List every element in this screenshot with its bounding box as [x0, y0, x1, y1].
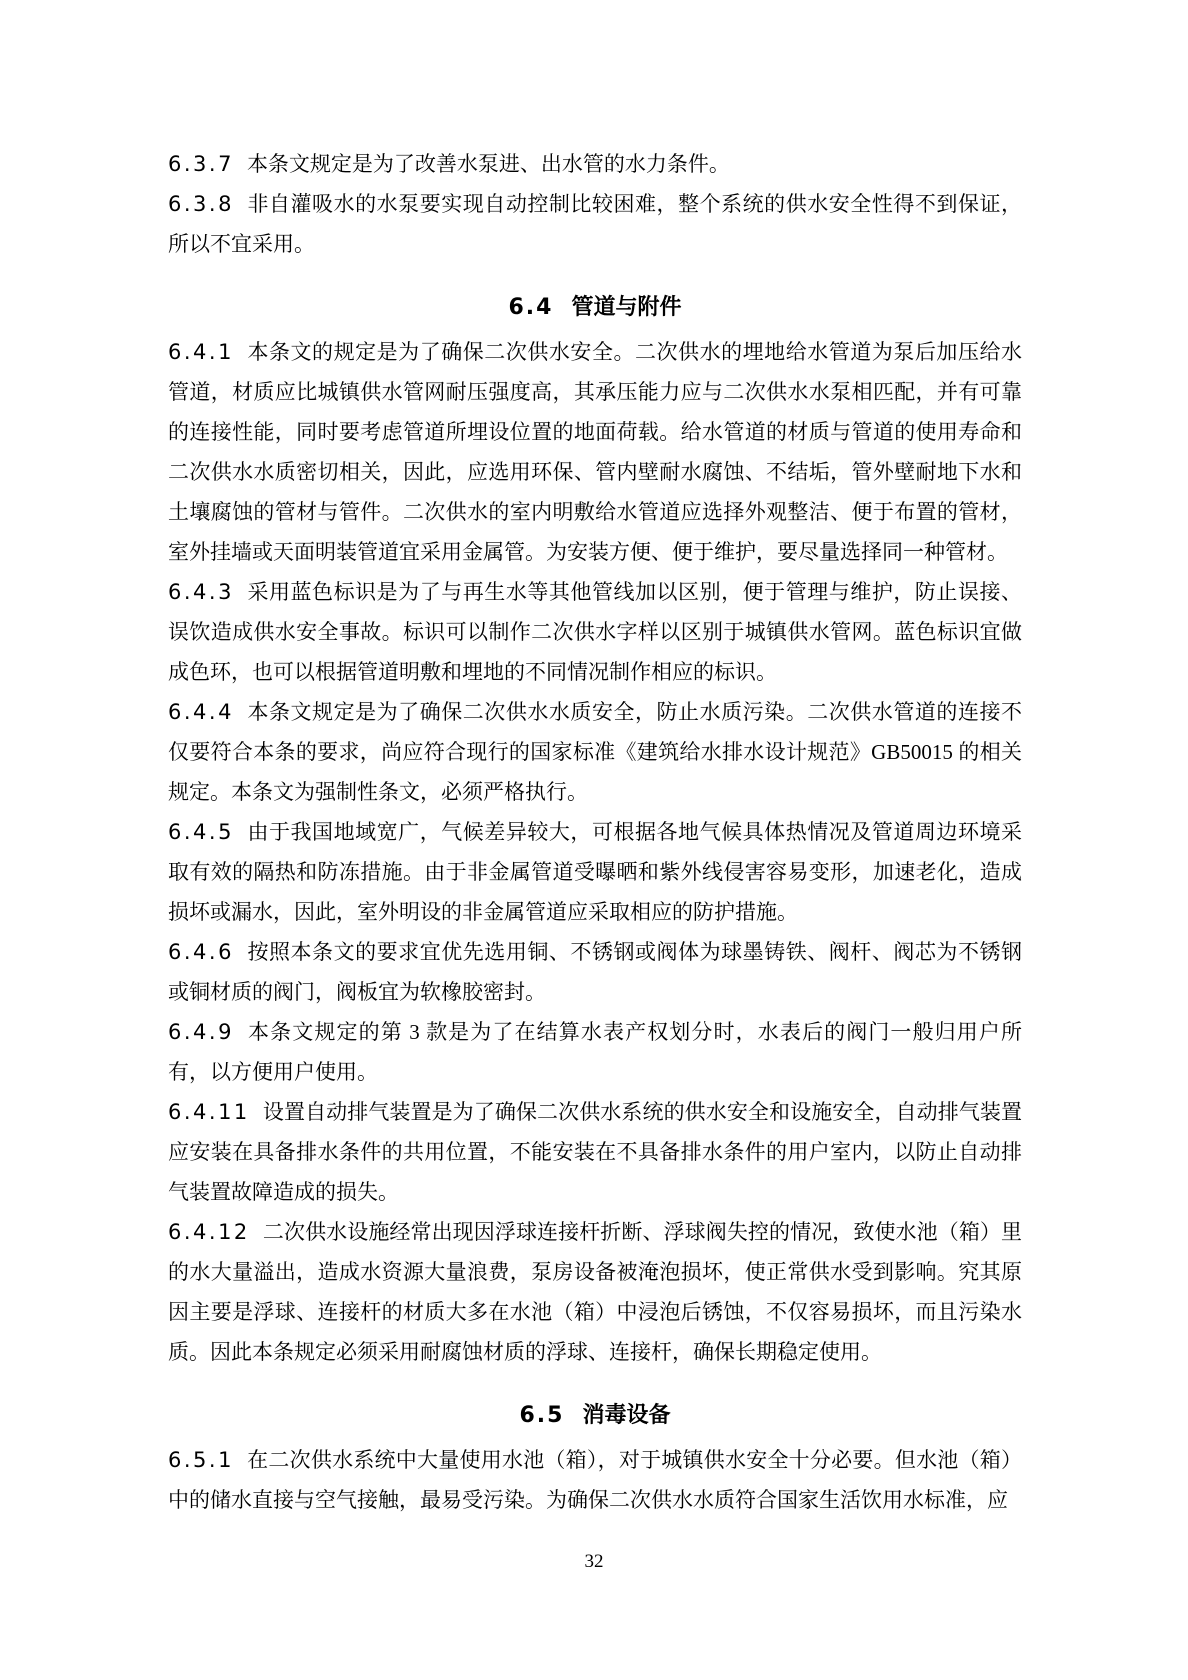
clause-6-4-3	[168, 572, 1022, 692]
page-number: 32	[584, 1551, 604, 1572]
clause-6-3-8	[168, 184, 1022, 264]
clause-number: 6.4.6	[168, 940, 234, 964]
section-heading-title: 管道与附件	[571, 295, 682, 320]
clause-number: 6.4.1	[168, 340, 234, 364]
document-body	[168, 144, 1022, 1520]
clause-number: 6.4.3	[168, 580, 234, 604]
clause-text: 本条文规定是为了确保二次供水水质安全，防止水质污染。二次供水管道的连接不仅要符合本条的要求，尚应符合现行的国家标准《建筑给水排水设计规范》GB50015 的相关规定。本条文为强制性条文，必须严格执行。	[168, 700, 1022, 804]
clause-text: 在二次供水系统中大量使用水池（箱），对于城镇供水安全十分必要。但水池（箱）中的储水直接与空气接触，最易受污染。为确保二次供水水质符合国家生活饮用水标准，应	[168, 1448, 1022, 1512]
clause-text: 由于我国地域宽广，气候差异较大，可根据各地气候具体热情况及管道周边环境采取有效的隔热和防冻措施。由于非金属管道受曝晒和紫外线侵害容易变形，加速老化，造成损坏或漏水，因此，室外明设的非金属管道应采取相应的防护措施。	[168, 820, 1022, 924]
clause-number: 6.4.4	[168, 700, 234, 724]
clause-text: 设置自动排气装置是为了确保二次供水系统的供水安全和设施安全，自动排气装置应安装在具备排水条件的共用位置，不能安装在不具备排水条件的用户室内，以防止自动排气装置故障造成的损失。	[168, 1100, 1022, 1204]
clause-6-4-5	[168, 812, 1022, 932]
clause-number: 6.5.1	[168, 1448, 234, 1472]
section-heading-6-5	[168, 1396, 1022, 1436]
clause-number: 6.4.5	[168, 820, 234, 844]
clause-6-4-4	[168, 692, 1022, 812]
clause-number: 6.3.7	[168, 152, 234, 176]
clause-text: 本条文规定的第 3 款是为了在结算水表产权划分时，水表后的阀门一般归用户所有，以方便用户使用。	[168, 1020, 1022, 1084]
clause-6-5-1	[168, 1440, 1022, 1520]
clause-text: 本条文的规定是为了确保二次供水安全。二次供水的埋地给水管道为泵后加压给水管道，材质应比城镇供水管网耐压强度高，其承压能力应与二次供水水泵相匹配，并有可靠的连接性能，同时要考虑管道所埋设位置的地面荷载。给水管道的材质与管道的使用寿命和二次供水水质密切相关，因此，应选用环保、管内壁耐水腐蚀、不结垢，管外壁耐地下水和土壤腐蚀的管材与管件。二次供水的室内明敷给水管道应选择外观整洁、便于布置的管材，室外挂墙或天面明装管道宜采用金属管。为安装方便、便于维护，要尽量选择同一种管材。	[168, 340, 1022, 564]
clause-6-4-12	[168, 1212, 1022, 1372]
section-heading-title: 消毒设备	[582, 1403, 671, 1428]
section-heading-6-4	[168, 288, 1022, 328]
clause-text: 二次供水设施经常出现因浮球连接杆折断、浮球阀失控的情况，致使水池（箱）里的水大量溢出，造成水资源大量浪费，泵房设备被淹泡损坏，使正常供水受到影响。究其原因主要是浮球、连接杆的材质大多在水池（箱）中浸泡后锈蚀，不仅容易损坏，而且污染水质。因此本条规定必须采用耐腐蚀材质的浮球、连接杆，确保长期稳定使用。	[168, 1220, 1022, 1364]
section-heading-number: 6.4	[508, 295, 554, 320]
clause-6-4-9	[168, 1012, 1022, 1092]
clause-text: 按照本条文的要求宜优先选用铜、不锈钢或阀体为球墨铸铁、阀杆、阀芯为不锈钢或铜材质的阀门，阀板宜为软橡胶密封。	[168, 940, 1022, 1004]
clause-number: 6.4.11	[168, 1100, 250, 1124]
clause-number: 6.4.9	[168, 1020, 234, 1044]
clause-number: 6.3.8	[168, 192, 234, 216]
clause-text: 采用蓝色标识是为了与再生水等其他管线加以区别，便于管理与维护，防止误接、误饮造成供水安全事故。标识可以制作二次供水字样以区别于城镇供水管网。蓝色标识宜做成色环，也可以根据管道明敷和埋地的不同情况制作相应的标识。	[168, 580, 1022, 684]
clause-text: 本条文规定是为了改善水泵进、出水管的水力条件。	[246, 152, 730, 176]
clause-6-4-1	[168, 332, 1022, 572]
clause-text: 非自灌吸水的水泵要实现自动控制比较困难，整个系统的供水安全性得不到保证，所以不宜采用。	[168, 192, 1022, 256]
section-heading-number: 6.5	[519, 1403, 565, 1428]
clause-6-3-7	[168, 144, 1022, 184]
clause-number: 6.4.12	[168, 1220, 250, 1244]
clause-6-4-11	[168, 1092, 1022, 1212]
clause-6-4-6	[168, 932, 1022, 1012]
